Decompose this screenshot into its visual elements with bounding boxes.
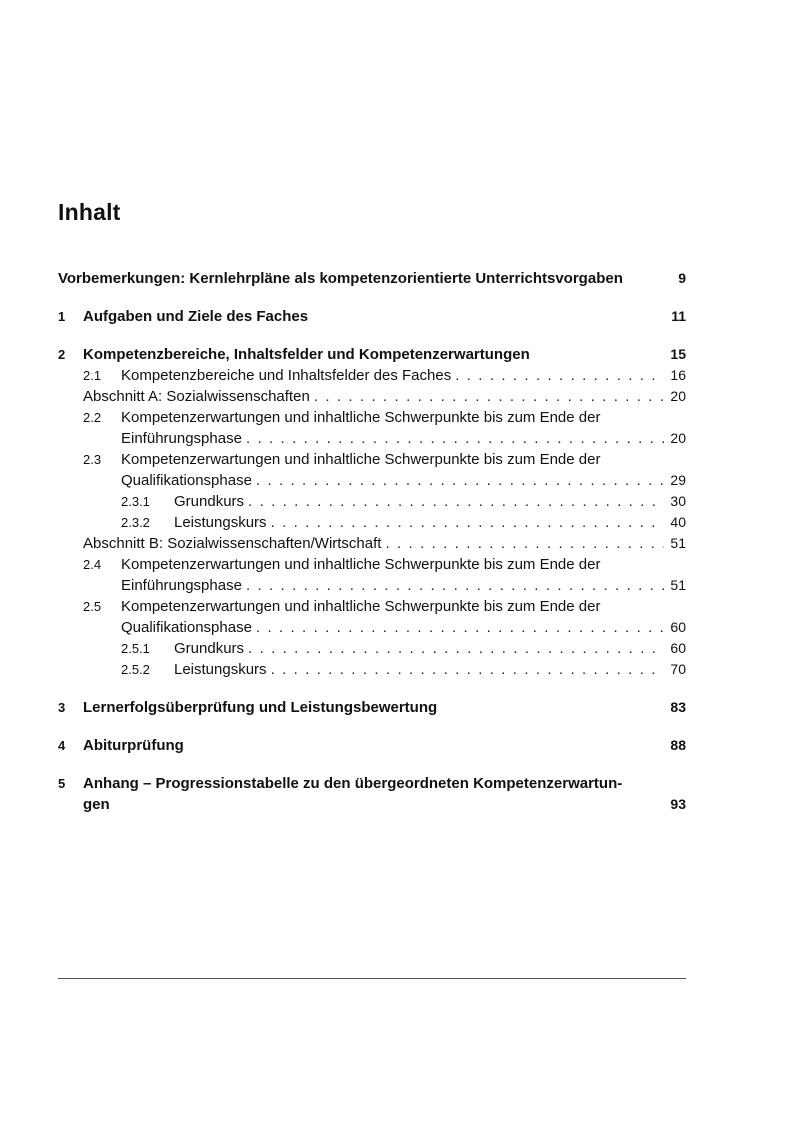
toc-entry-title: Kompetenzbereiche, Inhaltsfelder und Kompetenzerwartungen — [83, 346, 534, 363]
toc-entry-section-2-2[interactable] — [58, 407, 686, 449]
toc-page-number: 16 — [664, 365, 686, 386]
toc-entry-section-2-3-2[interactable] — [58, 512, 686, 533]
toc-entry-title: Leistungskurs — [174, 661, 271, 678]
toc-entry-number: 1 — [58, 309, 66, 324]
footer-divider — [58, 978, 686, 979]
toc-entry-number: 2.5 — [83, 599, 102, 614]
toc-entry-abschnitt-a[interactable] — [58, 386, 686, 407]
toc-entry-number: 3 — [58, 700, 66, 715]
toc-entry-section-2-5[interactable] — [58, 596, 686, 638]
toc-entry-vorbemerkungen[interactable] — [58, 268, 686, 289]
toc-entry-number: 2.5.2 — [121, 662, 150, 677]
toc-page-number: 30 — [664, 491, 686, 512]
toc-page-number: 51 — [664, 575, 686, 596]
toc-page-number: 93 — [664, 794, 686, 815]
toc-entry-title-line-2: Einführungsphase — [121, 430, 246, 447]
toc-entry-chapter-4[interactable] — [58, 735, 686, 756]
toc-entry-number: 4 — [58, 738, 66, 753]
toc-entry-title: Aufgaben und Ziele des Faches — [83, 308, 312, 325]
toc-entry-number: 2.4 — [83, 557, 102, 572]
toc-page-number: 51 — [664, 533, 686, 554]
toc-entry-title-line-1: Kompetenzerwartungen und inhaltliche Schwerpunkte bis zum Ende der — [121, 409, 604, 426]
toc-entry-title-line-1: Kompetenzerwartungen und inhaltliche Schwerpunkte bis zum Ende der — [121, 598, 604, 615]
page-title: Inhalt — [58, 199, 121, 225]
toc-entry-title-line-1: Anhang – Progressionstabelle zu den übergeordneten Kompetenzerwartun- — [83, 775, 626, 792]
toc-entry-number: 2.1 — [83, 368, 102, 383]
toc-entry-title: Abiturprüfung — [83, 737, 188, 754]
toc-entry-title-line-1: Kompetenzerwartungen und inhaltliche Schwerpunkte bis zum Ende der — [121, 451, 604, 468]
toc-entry-title: Leistungskurs — [174, 514, 271, 531]
toc-entry-title: Kompetenzbereiche und Inhaltsfelder des Faches — [121, 367, 455, 384]
toc-entry-chapter-2[interactable] — [58, 344, 686, 365]
toc-entry-section-2-1[interactable] — [58, 365, 686, 386]
toc-entry-number: 2 — [58, 347, 66, 362]
toc-page-number: 11 — [665, 306, 686, 327]
toc-page-number: 60 — [664, 638, 686, 659]
toc-entry-title-line-2: gen — [83, 796, 114, 813]
toc-entry-number: 2.3 — [83, 452, 102, 467]
toc-page-number: 29 — [664, 470, 686, 491]
table-of-contents — [58, 268, 686, 815]
toc-entry-section-2-5-1[interactable] — [58, 638, 686, 659]
toc-entry-number: 2.3.2 — [121, 515, 150, 530]
toc-page-number: 83 — [664, 697, 686, 718]
toc-entry-title: Abschnitt B: Sozialwissenschaften/Wirtschaft — [83, 535, 385, 552]
toc-entry-title-line-2: Qualifikationsphase — [121, 619, 256, 636]
toc-entry-title: Grundkurs — [174, 493, 248, 510]
toc-entry-section-2-3-1[interactable] — [58, 491, 686, 512]
toc-page-number: 15 — [664, 344, 686, 365]
toc-page-number: 20 — [664, 428, 686, 449]
toc-entry-chapter-1[interactable] — [58, 306, 686, 327]
toc-page-number: 9 — [672, 268, 686, 289]
toc-entry-number: 5 — [58, 776, 66, 791]
toc-entry-section-2-4[interactable] — [58, 554, 686, 596]
toc-entry-number: 2.3.1 — [121, 494, 150, 509]
toc-entry-chapter-5[interactable] — [58, 773, 686, 815]
toc-entry-number: 2.5.1 — [121, 641, 150, 656]
toc-entry-title-line-2: Einführungsphase — [121, 577, 246, 594]
toc-page-number: 40 — [664, 512, 686, 533]
toc-entry-title-line-2: Qualifikationsphase — [121, 472, 256, 489]
toc-entry-section-2-5-2[interactable] — [58, 659, 686, 680]
toc-entry-title: Abschnitt A: Sozialwissenschaften — [83, 388, 314, 405]
toc-page-number: 60 — [664, 617, 686, 638]
toc-entry-title: Grundkurs — [174, 640, 248, 657]
toc-page-number: 88 — [664, 735, 686, 756]
toc-entry-abschnitt-b[interactable] — [58, 533, 686, 554]
toc-entry-chapter-3[interactable] — [58, 697, 686, 718]
toc-entry-number: 2.2 — [83, 410, 102, 425]
toc-entry-section-2-3[interactable] — [58, 449, 686, 491]
toc-entry-title: Vorbemerkungen: Kernlehrpläne als kompetenzorientierte Unterrichtsvorgaben — [58, 270, 627, 287]
toc-page-number: 20 — [664, 386, 686, 407]
toc-entry-title: Lernerfolgsüberprüfung und Leistungsbewertung — [83, 699, 441, 716]
toc-entry-title-line-1: Kompetenzerwartungen und inhaltliche Schwerpunkte bis zum Ende der — [121, 556, 604, 573]
toc-page-number: 70 — [664, 659, 686, 680]
